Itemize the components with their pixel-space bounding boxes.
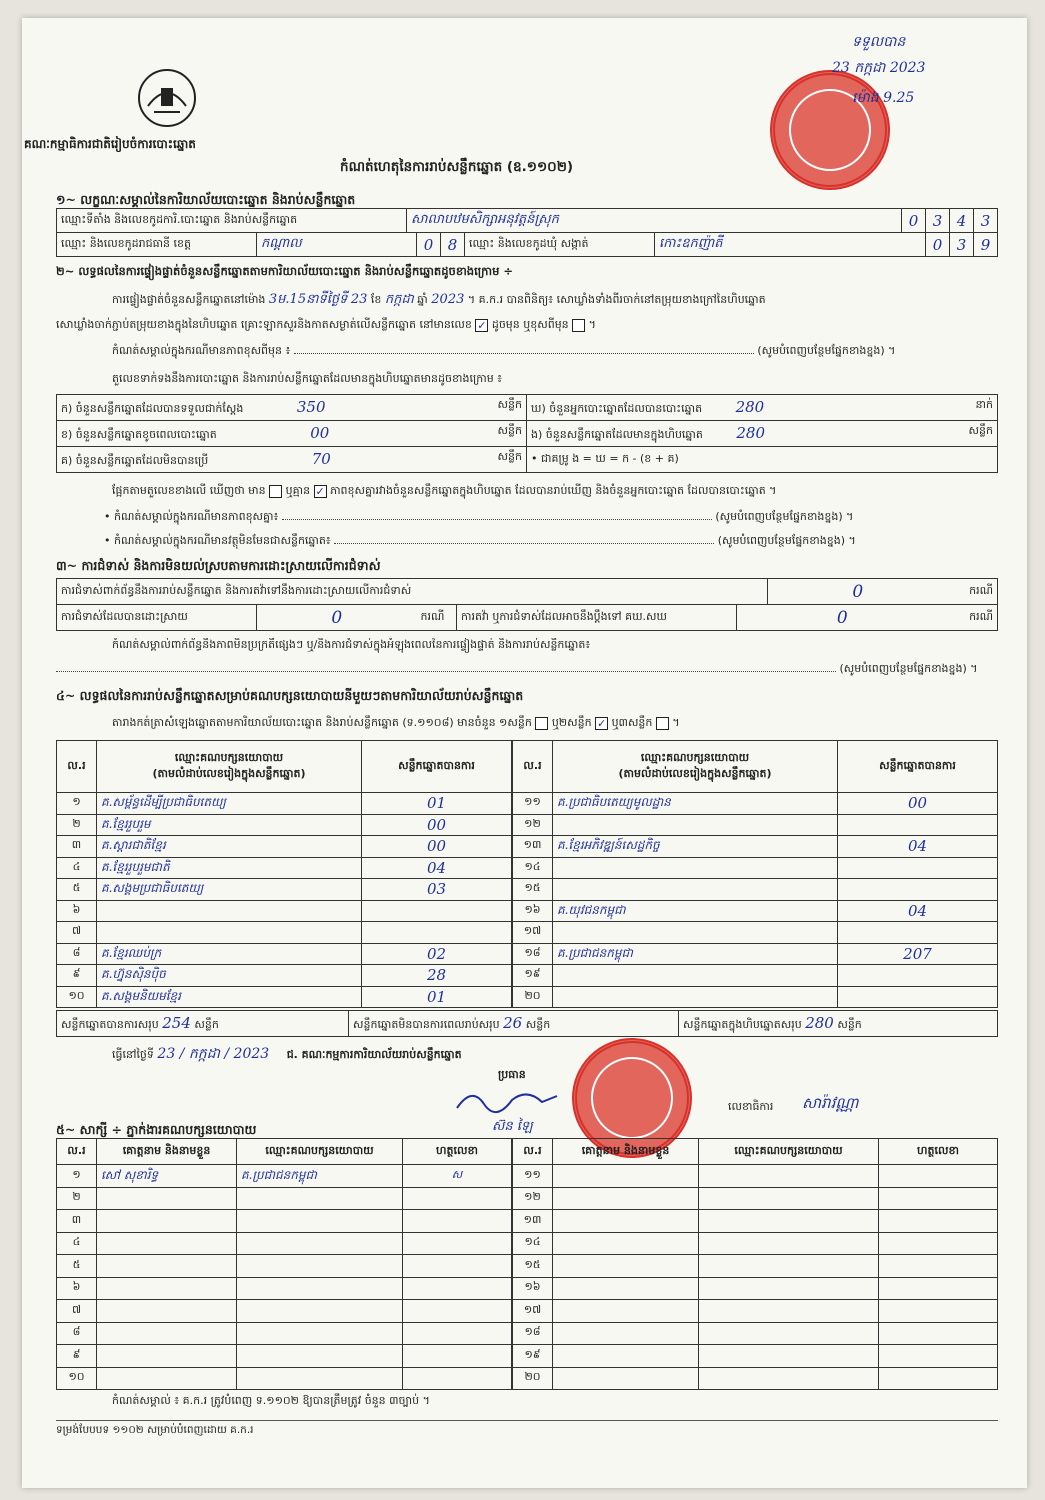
party-votes xyxy=(838,986,998,1008)
witness-row xyxy=(57,1322,512,1345)
party-name: គ.ខ្មែររួបរួម xyxy=(97,814,362,836)
row-number: ១៥ xyxy=(513,1255,553,1278)
row-number: ១៦ xyxy=(513,900,553,922)
footnote: កំណត់សម្គាល់ ៖ គ.ក.រ ត្រូវបំពេញ ទ.១១០២ ឱ្យបានត្រឹមត្រូវ ចំនួន ៣ច្បាប់ ។ xyxy=(112,1394,430,1407)
province-code-digit: 0 xyxy=(417,233,441,257)
bullet-foreign-object: • កំណត់សម្គាល់ក្នុងករណីមានវត្ថុមិនមែនជាសន្លឹកឆ្នោត៖ (សូមបំពេញបន្ថែមផ្នែកខាងខ្នង) ។ xyxy=(104,534,856,547)
witness-signature xyxy=(403,1187,512,1210)
witness-row xyxy=(513,1345,998,1368)
witness-signature xyxy=(403,1232,512,1255)
witness-signature xyxy=(879,1255,998,1278)
witness-party xyxy=(699,1345,879,1368)
party-votes: 01 xyxy=(362,793,512,815)
witness-signature xyxy=(403,1367,512,1390)
witness-signature xyxy=(879,1300,998,1323)
results-row xyxy=(513,814,998,836)
witness-signature xyxy=(403,1300,512,1323)
irregularity-note: កំណត់សម្គាល់ពាក់ព័ន្ធនឹងភាពមិនប្រក្រតីផ្សេងៗ ឬ/និងការជំទាស់ក្នុងអំឡុងពេលនៃការផ្ទៀងផ្ទាត់ និងការរាប់សន្លឹកឆ្នោត៖ xyxy=(112,638,591,651)
witness-party xyxy=(699,1232,879,1255)
party-votes xyxy=(838,879,998,901)
figure-value: 280 xyxy=(735,397,765,416)
figure-value: 280 xyxy=(736,423,766,442)
party-votes: 00 xyxy=(838,793,998,815)
witness-name xyxy=(97,1232,237,1255)
witness-party xyxy=(237,1322,403,1345)
received-note-line3: ម៉ោង 9.25 xyxy=(852,90,915,106)
section2-title: ២~ លទ្ធផលនៃការផ្ទៀងផ្ទាត់ចំនួនសន្លឹកឆ្នោតតាមការិយាល័យបោះឆ្នោត និងរាប់សន្លឹកឆ្នោតដូចខាងក្រោម ÷ xyxy=(56,264,514,278)
party-votes: 03 xyxy=(362,879,512,901)
objection-table-row2: ការជំទាស់ដែលបានដោះស្រាយ 0 ករណី ការតវ៉ា ឬការជំទាស់ដែលអាចនឹងប្ដឹងទៅ គឃ.សឃ 0 ករណី xyxy=(56,604,998,631)
different-checkbox[interactable] xyxy=(572,319,585,332)
witness-party xyxy=(699,1165,879,1188)
witness-signature xyxy=(879,1187,998,1210)
row-number: ៨ xyxy=(57,943,97,965)
figure-label: ក) ចំនួនសន្លឹកឆ្នោតដែលបានទទួលជាក់ស្ដែង xyxy=(61,401,244,415)
party-name: គ.ប្រជាធិបតេយ្យមូលដ្ឋាន xyxy=(553,793,838,815)
row-number: ៣ xyxy=(57,836,97,858)
witness-party xyxy=(237,1300,403,1323)
row-number: ១៨ xyxy=(513,943,553,965)
witness-signature xyxy=(879,1210,998,1233)
witness-signature xyxy=(879,1322,998,1345)
witness-name xyxy=(553,1255,699,1278)
witness-party xyxy=(699,1255,879,1278)
results-row xyxy=(57,986,512,1008)
verification-line: ការផ្ទៀងផ្ទាត់ចំនួនសន្លឹកឆ្នោតនៅម៉ោង 3ម.15នាទីថ្ងៃទី 23 ខែ កក្កដា ឆ្នាំ 2023 ។ គ.ក.រ បានពិនិត្យ៖ សោឃ្លាំងទាំងពីរចាក់នៅតម្រុយខាងក្រៅនៃហិបឆ្នោត xyxy=(112,292,766,307)
witness-row xyxy=(57,1300,512,1323)
tally-sheet-line: តារាងកត់ត្រាសំឡេងឆ្នោតតាមការិយាល័យបោះឆ្នោត និងរាប់សន្លឹកឆ្នោត (ទ.១១០៨) មានចំនួន ១សន្លឹក ឬ២សន្លឹក ✓ ឬ៣សន្លឹក ។ xyxy=(112,716,680,730)
formula-label: • ជាគម្រូ ង = ឃ = ក - (ខ + គ) xyxy=(531,451,679,465)
total-box-value: 280 xyxy=(805,1013,834,1032)
appeal-value: 0 xyxy=(737,605,948,631)
witness-party: គ.ប្រជាជនកម្ពុជា xyxy=(237,1165,403,1188)
resolved-value: 0 xyxy=(257,605,417,631)
witness-party xyxy=(237,1367,403,1390)
party-votes xyxy=(838,965,998,987)
witness-name xyxy=(97,1187,237,1210)
witness-row xyxy=(57,1255,512,1278)
witness-row xyxy=(513,1187,998,1210)
figures-row: ក) ចំនួនសន្លឹកឆ្នោតដែលបានទទួលជាក់ស្ដែង 350 សន្លឹក ឃ) ចំនួនអ្នកបោះឆ្នោតដែលបានបោះឆ្នោត 280 នាក់ xyxy=(57,395,998,421)
witness-signature xyxy=(403,1345,512,1368)
row-number: ១៤ xyxy=(513,857,553,879)
witness-row xyxy=(513,1367,998,1390)
figure-label: គ) ចំនួនសន្លឹកឆ្នោតដែលមិនបានប្រើ xyxy=(61,453,209,467)
difference-note-line: កំណត់សម្គាល់ក្នុងករណីមានភាពខុសពីមុន ៖ (សូមបំពេញបន្ថែមផ្នែកខាងខ្នង) ។ xyxy=(112,344,896,357)
witness-name xyxy=(97,1277,237,1300)
witness-name xyxy=(97,1255,237,1278)
party-name: គ.សង្គមប្រជាធិបតេយ្យ xyxy=(97,879,362,901)
witness-row xyxy=(513,1232,998,1255)
results-row xyxy=(57,793,512,815)
party-votes: 28 xyxy=(362,965,512,987)
party-name xyxy=(553,879,838,901)
three-sheet-checkbox[interactable] xyxy=(656,717,669,730)
row-number: ១៩ xyxy=(513,965,553,987)
commune-value: កោះឧកញ៉ាតី xyxy=(655,233,926,257)
party-votes: 01 xyxy=(362,986,512,1008)
party-votes: 00 xyxy=(362,814,512,836)
party-name: គ.សង្គមនិយមខ្មែរ xyxy=(97,986,362,1008)
section4-title: ៤~ លទ្ធផលនៃការរាប់សន្លឹកឆ្នោតសម្រាប់គណបក្សនយោបាយនីមួយៗតាមការិយាល័យរាប់សន្លឹកឆ្នោត xyxy=(56,688,524,703)
row-number: ១៦ xyxy=(513,1277,553,1300)
figure-value: 350 xyxy=(296,397,326,416)
witness-name xyxy=(553,1367,699,1390)
results-row xyxy=(57,943,512,965)
date-committee-line: ធ្វើនៅថ្ងៃទី 23 / កក្កដា / 2023 ជ. គណៈកម្មការការិយាល័យរាប់សន្លឹកឆ្នោត xyxy=(112,1046,462,1062)
witness-party xyxy=(237,1187,403,1210)
witness-name xyxy=(553,1187,699,1210)
row-number: ៧ xyxy=(57,1300,97,1323)
bullet-difference: • កំណត់សម្គាល់ក្នុងករណីមានភាពខុសគ្នា៖ (សូមបំពេញបន្ថែមផ្នែកខាងខ្នង) ។ xyxy=(104,510,854,523)
party-name xyxy=(553,814,838,836)
irregularity-fill-line: (សូមបំពេញបន្ថែមផ្នែកខាងខ្នង) ។ xyxy=(56,662,996,678)
discrepancy-line: ផ្អែកតាមតួលេខខាងលើ ឃើញថា មាន ឬគ្មាន ✓ ភាពខុសគ្នារវាងចំនួនសន្លឹកឆ្នោតក្នុងហិបឆ្នោត ដែលបានរាប់ឃើញ និងចំនួនអ្នកបោះឆ្នោត ដែលបានបោះឆ្នោត ។ xyxy=(112,484,777,498)
row-number: ៩ xyxy=(57,1345,97,1368)
results-row xyxy=(513,793,998,815)
witness-name xyxy=(553,1345,699,1368)
witness-party xyxy=(237,1210,403,1233)
party-votes: 04 xyxy=(362,857,512,879)
witness-name xyxy=(553,1322,699,1345)
witness-row xyxy=(57,1345,512,1368)
results-row xyxy=(57,900,512,922)
party-votes: 04 xyxy=(838,900,998,922)
results-row xyxy=(513,986,998,1008)
results-row xyxy=(57,922,512,944)
party-name xyxy=(553,922,838,944)
footer-rule xyxy=(56,1420,998,1421)
section1-title: ១~ លក្ខណៈសម្គាល់នៃការិយាល័យបោះឆ្នោត និងរាប់សន្លឹកឆ្នោត xyxy=(56,192,356,207)
row-number: ៦ xyxy=(57,1277,97,1300)
chair-name: ស៊ន ឡៃ xyxy=(492,1119,533,1134)
witness-party xyxy=(699,1187,879,1210)
party-votes: 02 xyxy=(362,943,512,965)
party-votes xyxy=(838,922,998,944)
row-number: ៧ xyxy=(57,922,97,944)
party-votes: 00 xyxy=(362,836,512,858)
witness-signature xyxy=(403,1277,512,1300)
form-paper xyxy=(22,18,1027,1488)
figures-intro: តួលេខទាក់ទងនឹងការបោះឆ្នោត និងការរាប់សន្លឹកឆ្នោតដែលមានក្នុងហិបឆ្នោតមានដូចខាងក្រោម ៖ xyxy=(112,372,503,385)
row-number: ៥ xyxy=(57,879,97,901)
witness-row xyxy=(513,1322,998,1345)
witness-row xyxy=(57,1165,512,1188)
objection-label: ការជំទាស់ពាក់ព័ន្ធនឹងការរាប់សន្លឹកឆ្នោត និងការតវ៉ាទៅនឹងការដោះស្រាយលើការជំទាស់ xyxy=(57,579,768,605)
row-number: ៨ xyxy=(57,1322,97,1345)
figure-label: ខ) ចំនួនសន្លឹកឆ្នោតខូចពេលបោះឆ្នោត xyxy=(61,427,217,441)
location-code-digit: 4 xyxy=(950,209,974,233)
witness-party xyxy=(237,1345,403,1368)
figures-row: គ) ចំនួនសន្លឹកឆ្នោតដែលមិនបានប្រើ 70 សន្លឹក • ជាគម្រូ ង = ឃ = ក - (ខ + គ) xyxy=(57,447,998,473)
results-row xyxy=(513,922,998,944)
org-name: គណៈកម្មាធិការជាតិរៀបចំការបោះឆ្នោត xyxy=(24,137,196,151)
location-code-digit: 3 xyxy=(974,209,998,233)
witness-party xyxy=(699,1367,879,1390)
party-name: គ.ស្ដារជាតិខ្មែរ xyxy=(97,836,362,858)
witness-signature xyxy=(879,1232,998,1255)
chair-label: ប្រធាន xyxy=(498,1068,526,1081)
party-name: គ.ហ្វ៊ុនស៊ិនប៉ិច xyxy=(97,965,362,987)
row-number: ២ xyxy=(57,814,97,836)
resolved-label: ការជំទាស់ដែលបានដោះស្រាយ xyxy=(57,605,257,631)
row-number: ១២ xyxy=(513,1187,553,1210)
row-number: ១៧ xyxy=(513,1300,553,1323)
figure-value: 70 xyxy=(311,449,331,468)
witness-row xyxy=(513,1255,998,1278)
witness-name xyxy=(97,1210,237,1233)
witness-signature xyxy=(403,1322,512,1345)
row-number: ៤ xyxy=(57,857,97,879)
section5-title: ៥~ សាក្សី ÷ ភ្នាក់ងារគណបក្សនយោបាយ xyxy=(56,1122,257,1137)
witness-row xyxy=(513,1165,998,1188)
witness-row xyxy=(513,1210,998,1233)
witness-party xyxy=(699,1322,879,1345)
results-table-left: ល.រ ឈ្មោះគណបក្សនយោបាយ (តាមលំដាប់លេខរៀងក្នុងសន្លឹកឆ្នោត) សន្លឹកឆ្នោតបានការ ១ គ.សម្ព័ន្ធដើម្បីប្រជាធិបតេយ្យ 01 ២ គ.ខ្មែររួបរួម 00 ៣ គ.ស្ដារជាតិខ្មែរ 00 ៤ គ.ខ្មែររួបរួមជាតិ 04 ៥ គ.សង្គមប្រជាធិបតេយ្យ 03 ៦ ៧ ៨ គ.ខ្មែរឈប់ក្រ 02 ៩ គ.ហ្វ៊ុនស៊ិនប៉ិច 28 ១០ គ.សង្គមនិយមខ្មែរ 01 xyxy=(56,740,512,1008)
witness-row xyxy=(57,1277,512,1300)
commune-code-digit: 3 xyxy=(950,233,974,257)
row-number: ២០ xyxy=(513,986,553,1008)
witness-name xyxy=(553,1165,699,1188)
objection-value: 0 xyxy=(768,579,948,605)
commune-code-digit: 0 xyxy=(926,233,950,257)
party-name: គ.សម្ព័ន្ធដើម្បីប្រជាធិបតេយ្យ xyxy=(97,793,362,815)
two-sheet-checkbox[interactable]: ✓ xyxy=(596,716,607,730)
verification-month: កក្កដា xyxy=(384,292,414,307)
witness-signature xyxy=(879,1345,998,1368)
witness-party xyxy=(699,1277,879,1300)
witness-row xyxy=(57,1232,512,1255)
witness-name xyxy=(97,1345,237,1368)
figure-label: ឃ) ចំនួនអ្នកបោះឆ្នោតដែលបានបោះឆ្នោត xyxy=(531,401,703,415)
row-number: ១២ xyxy=(513,814,553,836)
row-number: ២ xyxy=(57,1187,97,1210)
results-row xyxy=(513,943,998,965)
one-sheet-checkbox[interactable] xyxy=(535,717,548,730)
party-name xyxy=(97,922,362,944)
witness-table-right: ល.រ គោត្តនាម និងនាមខ្លួន ឈ្មោះគណបក្សនយោបាយ ហត្ថលេខា ១១ ១២ ១៣ ១៤ ១៥ ១៦ ១៧ ១៨ ១៩ ២០ xyxy=(512,1138,998,1390)
section3-title: ៣~ ការជំទាស់ និងការមិនយល់ស្របតាមការដោះស្រាយលើការជំទាស់ xyxy=(56,558,381,573)
witness-name xyxy=(553,1277,699,1300)
objection-table: ការជំទាស់ពាក់ព័ន្ធនឹងការរាប់សន្លឹកឆ្នោត និងការតវ៉ាទៅនឹងការដោះស្រាយលើការជំទាស់ 0 ករណី xyxy=(56,578,998,605)
results-row xyxy=(513,965,998,987)
row-number: ១៤ xyxy=(513,1232,553,1255)
results-row xyxy=(513,857,998,879)
location-label: ឈ្មោះទីតាំង និងលេខកូដការិ.បោះឆ្នោត និងរាប់សន្លឹកឆ្នោត xyxy=(57,209,407,233)
results-row xyxy=(513,879,998,901)
row-number: ១៣ xyxy=(513,1210,553,1233)
witness-signature xyxy=(403,1210,512,1233)
chair-signature xyxy=(452,1082,562,1122)
party-name xyxy=(553,857,838,879)
row-number: ១០ xyxy=(57,986,97,1008)
party-votes: 207 xyxy=(838,943,998,965)
witness-party xyxy=(237,1255,403,1278)
verification-time: 3ម.15នាទីថ្ងៃទី xyxy=(268,292,348,307)
results-row xyxy=(57,814,512,836)
figure-label: ង) ចំនួនសន្លឹកឆ្នោតដែលមានក្នុងហិបឆ្នោត xyxy=(531,427,703,441)
commune-label: ឈ្មោះ និងលេខកូដឃុំ សង្កាត់ xyxy=(465,233,655,257)
witness-signature xyxy=(879,1165,998,1188)
row-number: ៦ xyxy=(57,900,97,922)
witness-name: សៅ សុខារិទ្ធ xyxy=(97,1165,237,1188)
row-number: ៥ xyxy=(57,1255,97,1278)
results-row xyxy=(57,857,512,879)
footer-text: ទម្រង់បែបបទ ១១០២ សម្រាប់បំពេញដោយ គ.ក.រ xyxy=(56,1424,254,1436)
witness-row xyxy=(57,1210,512,1233)
seal-line: សោឃ្លាំងចាក់ភ្ជាប់តម្រុយខាងក្នុងនៃហិបឆ្នោត គ្រោះឡាកសួរនិងកាតសម្ងាត់លើសន្លឹកឆ្នោត នៅមានលេខ ✓ ដូចមុន ឬខុសពីមុន ។ xyxy=(56,318,596,332)
received-note-line1: ទទួលបាន xyxy=(852,34,906,50)
row-number: ១៩ xyxy=(513,1345,553,1368)
secretary-signature: សារ៉ាវណ្ណា xyxy=(802,1094,859,1112)
province-label: ឈ្មោះ និងលេខកូដរាជធានី ខេត្ត xyxy=(57,233,257,257)
witness-signature xyxy=(879,1277,998,1300)
party-name xyxy=(553,986,838,1008)
total-invalid-value: 26 xyxy=(503,1013,523,1032)
witness-row xyxy=(513,1300,998,1323)
secretary-label: លេខាធិការ xyxy=(728,1100,774,1113)
witness-row xyxy=(57,1187,512,1210)
results-row xyxy=(57,879,512,901)
totals-row: សន្លឹកឆ្នោតបានការសរុប 254 សន្លឹក សន្លឹកឆ្នោតមិនបានការពេលរាប់សរុប 26 សន្លឹក សន្លឹកឆ្នោតក្នុងហិបឆ្នោតសរុប 280 សន្លឹក xyxy=(56,1010,998,1037)
party-votes xyxy=(838,814,998,836)
row-number: ៣ xyxy=(57,1210,97,1233)
location-value: សាលាបឋមសិក្សាអនុវត្តន៍ស្រុក xyxy=(407,209,902,233)
witness-name xyxy=(97,1300,237,1323)
results-row xyxy=(513,900,998,922)
party-votes xyxy=(838,857,998,879)
row-number: ២០ xyxy=(513,1367,553,1390)
party-name: គ.ខ្មែរអភិវឌ្ឍន៍សេដ្ឋកិច្ច xyxy=(553,836,838,858)
figures-row: ខ) ចំនួនសន្លឹកឆ្នោតខូចពេលបោះឆ្នោត 00 សន្លឹក ង) ចំនួនសន្លឹកឆ្នោតដែលមានក្នុងហិបឆ្នោត 280 សន្លឹក xyxy=(57,421,998,447)
verification-year: 2023 xyxy=(431,292,465,307)
row-number: ១ xyxy=(57,1165,97,1188)
party-name xyxy=(553,965,838,987)
row-number: ១៥ xyxy=(513,879,553,901)
witness-name xyxy=(553,1210,699,1233)
party-name xyxy=(97,900,362,922)
row-number: ១៨ xyxy=(513,1322,553,1345)
location-code-digit: 0 xyxy=(902,209,926,233)
witness-name xyxy=(553,1300,699,1323)
party-name: គ.ប្រជាជនកម្ពុជា xyxy=(553,943,838,965)
row-number: ១៧ xyxy=(513,922,553,944)
witness-row xyxy=(513,1277,998,1300)
witness-party xyxy=(237,1232,403,1255)
row-number: ១ xyxy=(57,793,97,815)
location-code-digit: 3 xyxy=(926,209,950,233)
party-votes xyxy=(362,922,512,944)
witness-row xyxy=(57,1367,512,1390)
form-title: កំណត់ហេតុនៃការរាប់សន្លឹកឆ្នោត (ឧ.១១០២) xyxy=(340,159,574,175)
witness-name xyxy=(553,1232,699,1255)
row-number: ១១ xyxy=(513,793,553,815)
province-value: កណ្ដាល xyxy=(257,233,417,257)
has-difference-checkbox[interactable] xyxy=(269,485,282,498)
date-value: 23 / កក្កដា / 2023 xyxy=(157,1046,270,1062)
row-number: ១១ xyxy=(513,1165,553,1188)
results-row xyxy=(57,965,512,987)
section1-table xyxy=(56,208,998,233)
party-name: គ.យុវជនកម្ពុជា xyxy=(553,900,838,922)
row-number: ១៣ xyxy=(513,836,553,858)
figures-table xyxy=(56,394,998,473)
party-name: គ.ខ្មែរឈប់ក្រ xyxy=(97,943,362,965)
total-valid-value: 254 xyxy=(162,1013,191,1032)
province-code-digit: 8 xyxy=(441,233,465,257)
witness-party xyxy=(699,1300,879,1323)
witness-name xyxy=(97,1367,237,1390)
party-votes: 04 xyxy=(838,836,998,858)
witness-name xyxy=(97,1322,237,1345)
witness-table-left: ល.រ គោត្តនាម និងនាមខ្លួន ឈ្មោះគណបក្សនយោបាយ ហត្ថលេខា ១ សៅ សុខារិទ្ធ គ.ប្រជាជនកម្ពុជា ស ២ ៣ ៤ ៥ ៦ ៧ ៨ ៩ ១០ xyxy=(56,1138,512,1390)
figure-value: 00 xyxy=(310,423,330,442)
witness-signature xyxy=(403,1255,512,1278)
verification-day: 23 xyxy=(350,292,368,307)
witness-signature xyxy=(879,1367,998,1390)
no-difference-checkbox[interactable]: ✓ xyxy=(315,484,325,498)
row-number: ៩ xyxy=(57,965,97,987)
received-note-line2: 23 កក្កដា 2023 xyxy=(832,60,926,76)
party-name: គ.ខ្មែររួបរួមជាតិ xyxy=(97,857,362,879)
same-checkbox[interactable]: ✓ xyxy=(477,318,487,332)
results-row xyxy=(513,836,998,858)
row-number: ១០ xyxy=(57,1367,97,1390)
section1-table-row2 xyxy=(56,232,998,257)
party-votes xyxy=(362,900,512,922)
results-row xyxy=(57,836,512,858)
emblem-logo xyxy=(134,66,200,130)
results-table-right: ល.រ ឈ្មោះគណបក្សនយោបាយ (តាមលំដាប់លេខរៀងក្នុងសន្លឹកឆ្នោត) សន្លឹកឆ្នោតបានការ ១១ គ.ប្រជាធិបតេយ្យមូលដ្ឋាន 00 ១២ ១៣ គ.ខ្មែរអភិវឌ្ឍន៍សេដ្ឋកិច្ច 04 ១៤ ១៥ ១៦ គ.យុវជនកម្ពុជា 04 ១៧ ១៨ គ.ប្រជាជនកម្ពុជា 207 ១៩ ២០ xyxy=(512,740,998,1008)
commune-code-digit: 9 xyxy=(974,233,998,257)
row-number: ៤ xyxy=(57,1232,97,1255)
appeal-label: ការតវ៉ា ឬការជំទាស់ដែលអាចនឹងប្ដឹងទៅ គឃ.សឃ xyxy=(457,605,737,631)
witness-party xyxy=(699,1210,879,1233)
witness-signature: ស xyxy=(403,1165,512,1188)
witness-party xyxy=(237,1277,403,1300)
